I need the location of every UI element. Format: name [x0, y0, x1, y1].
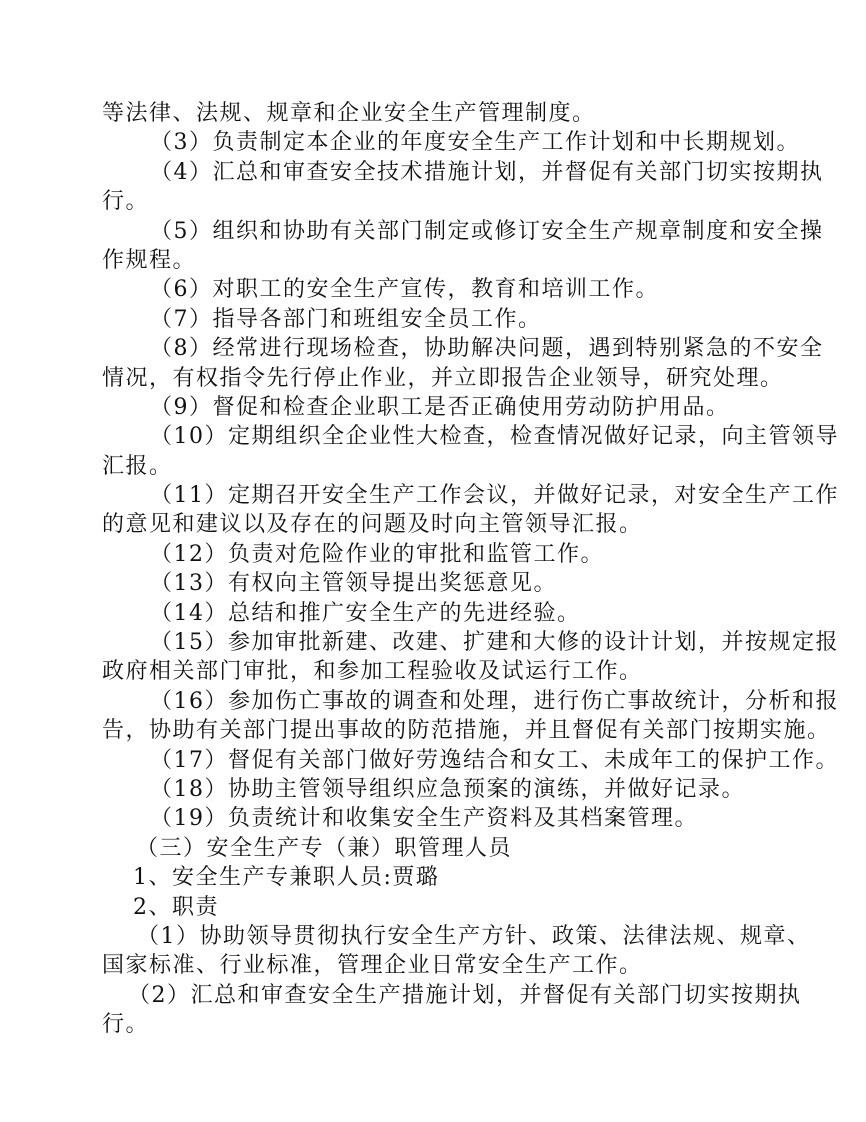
text-line: 的意见和建议以及存在的问题及时向主管领导汇报。 — [102, 512, 643, 538]
text-line: （14）总结和推广安全生产的先进经验。 — [150, 600, 581, 626]
text-line: （10）定期组织全企业性大检查，检查情况做好记录，向主管领导 — [150, 424, 839, 450]
text-line: 作规程。 — [102, 247, 197, 273]
document-page — [102, 99, 839, 1040]
text-line: （6）对职工的安全生产宣传，教育和培训工作。 — [150, 277, 659, 303]
text-line: （1）协助领导贯彻执行安全生产方针、政策、法律法规、规章、 — [137, 923, 811, 949]
text-line: （16）参加伤亡事故的调查和处理，进行伤亡事故统计，分析和报 — [150, 688, 839, 714]
text-line: 等法律、法规、规章和企业安全生产管理制度。 — [102, 101, 596, 126]
text-line: 国家标准、行业标准，管理企业日常安全生产工作。 — [102, 953, 643, 979]
text-line: 行。 — [102, 1012, 150, 1038]
text-line: 汇报。 — [102, 453, 173, 479]
text-line: 情况，有权指令先行停止作业，并立即报告企业领导，研究处理。 — [102, 365, 784, 391]
text-line: （15）参加审批新建、改建、扩建和大修的设计计划，并按规定报 — [150, 630, 839, 656]
text-line: （3）负责制定本企业的年度安全生产工作计划和中长期规划。 — [150, 130, 800, 156]
text-line: （11）定期召开安全生产工作会议，并做好记录，对安全生产工作 — [150, 483, 839, 509]
text-line: 告，协助有关部门提出事故的防范措施，并且督促有关部门按期实施。 — [102, 718, 831, 744]
text-line: （17）督促有关部门做好劳逸结合和女工、未成年工的保护工作。 — [150, 747, 839, 773]
text-line: （7）指导各部门和班组安全员工作。 — [150, 306, 542, 332]
text-line: （9）督促和检查企业职工是否正确使用劳动防护用品。 — [150, 394, 730, 420]
text-line: 政府相关部门审批，和参加工程验收及试运行工作。 — [102, 659, 643, 685]
text-line: （18）协助主管领导组织应急预案的演练，并做好记录。 — [150, 776, 745, 802]
text-line: （19）负责统计和收集安全生产资料及其档案管理。 — [150, 806, 698, 832]
text-line: （8）经常进行现场检查，协助解决问题，遇到特别紧急的不安全 — [150, 336, 824, 362]
text-line: （12）负责对危险作业的审批和监管工作。 — [150, 541, 604, 567]
text-line: （13）有权向主管领导提出奖惩意见。 — [150, 571, 557, 597]
text-line: 行。 — [102, 189, 150, 215]
subsection-heading: 1、安全生产专兼职人员:贾璐 — [133, 865, 440, 891]
text-line: （5）组织和协助有关部门制定或修订安全生产规章制度和安全操 — [150, 218, 824, 244]
text-line: （4）汇总和审查安全技术措施计划，并督促有关部门切实按期执 — [150, 159, 824, 185]
subsection-heading: 2、职责 — [133, 894, 219, 920]
section-heading: （三）安全生产专（兼）职管理人员 — [136, 835, 513, 861]
text-line: （2）汇总和审查安全生产措施计划，并督促有关部门切实按期执 — [128, 982, 802, 1008]
